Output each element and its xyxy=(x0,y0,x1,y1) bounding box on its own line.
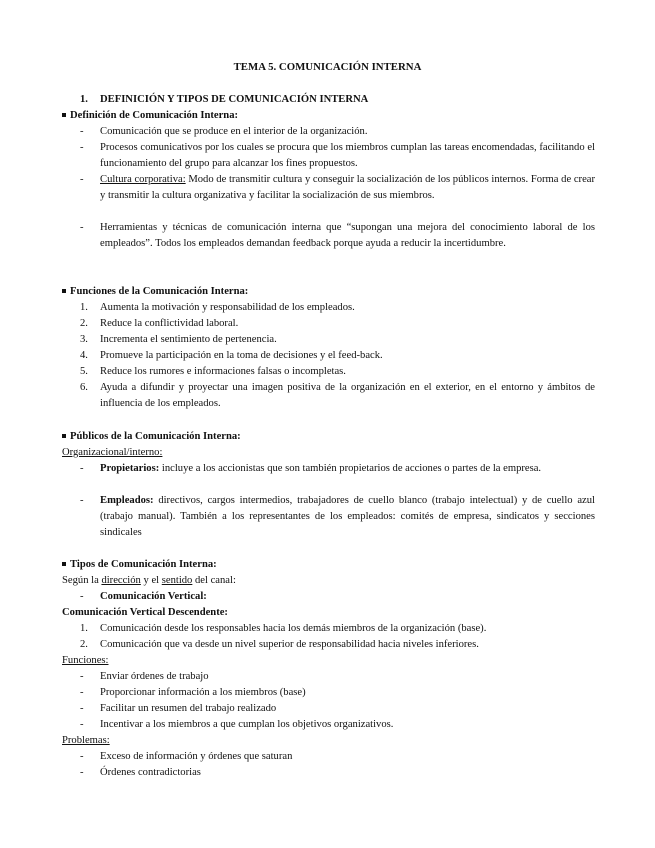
funciones-sub-item: Facilitar un resumen del trabajo realizado xyxy=(100,703,277,714)
list-number: 1. xyxy=(80,623,88,634)
funciones-heading-text: Funciones de la Comunicación Interna: xyxy=(70,286,249,297)
dash-marker: - xyxy=(80,174,84,185)
list-number: 6. xyxy=(80,382,88,393)
empleados-label: Empleados: xyxy=(100,495,154,506)
dash-marker: - xyxy=(80,671,84,682)
canal-sentido: sentido xyxy=(161,575,193,586)
problemas-item: Órdenes contradictorias xyxy=(100,767,201,778)
bullet-icon xyxy=(62,289,66,293)
cultura-label: Cultura corporativa: xyxy=(100,174,186,185)
list-number: 4. xyxy=(80,350,88,361)
funciones-item: Reduce la conflictividad laboral. xyxy=(100,318,239,329)
funciones-item: Ayuda a difundir y proyectar una imagen positiva de la organización en el exterior, en el entorno y ámbitos de influencia de los empleados. xyxy=(100,382,595,409)
descendente-heading: Comunicación Vertical Descendente: xyxy=(62,607,228,618)
list-number: 2. xyxy=(80,639,88,650)
section-heading: DEFINICIÓN Y TIPOS DE COMUNICACIÓN INTERNA xyxy=(100,94,369,105)
publicos-heading-text: Públicos de la Comunicación Interna: xyxy=(70,431,241,442)
funciones-sub-item: Proporcionar información a los miembros (base) xyxy=(100,687,306,698)
funciones-sub-item: Incentivar a los miembros a que cumplan los objetivos organizativos. xyxy=(100,719,394,730)
dash-marker: - xyxy=(80,767,84,778)
dash-marker: - xyxy=(80,463,84,474)
list-number: 1. xyxy=(80,302,88,313)
publicos-subheading: Organizacional/interno: xyxy=(62,447,163,458)
publicos-item-propietarios xyxy=(100,461,595,477)
dash-marker: - xyxy=(80,142,84,153)
dash-marker: - xyxy=(80,222,84,233)
definicion-item-2: Procesos comunicativos por los cuales se procura que los miembros cumplan las tareas encomendadas, facilitando el funcionamiento del grupo para alcanzar los fines propuestos. xyxy=(100,142,595,169)
dash-marker: - xyxy=(80,751,84,762)
list-number: 3. xyxy=(80,334,88,345)
funciones-heading xyxy=(62,284,248,300)
propietarios-label: Propietarios: xyxy=(100,463,160,474)
definicion-item-1: Comunicación que se produce en el interior de la organización. xyxy=(100,126,368,137)
funciones-item: Incrementa el sentimiento de pertenencia. xyxy=(100,334,277,345)
list-number: 2. xyxy=(80,318,88,329)
vertical-heading: Comunicación Vertical: xyxy=(100,591,207,602)
cultura-text: Modo de transmitir cultura y conseguir la socialización de los públicos internos. Forma de crear y transmitir la cultura organizativa y facilitar la socialización de sus miembros. xyxy=(100,174,595,201)
bullet-icon xyxy=(62,562,66,566)
propietarios-text: incluye a los accionistas que son también propietarios de acciones o partes de la empresa. xyxy=(159,463,542,474)
funciones-item: Promueve la participación en la toma de decisiones y el feed-back. xyxy=(100,350,383,361)
bullet-icon xyxy=(62,113,66,117)
section-number: 1. xyxy=(80,94,88,105)
canal-prefix: Según la xyxy=(62,575,102,586)
funciones-item: Reduce los rumores e informaciones falsas o incompletas. xyxy=(100,366,346,377)
canal-direccion: dirección xyxy=(101,575,141,586)
descendente-item: Comunicación que va desde un nivel superior de responsabilidad hacia niveles inferiores. xyxy=(100,639,479,650)
funciones-item: Aumenta la motivación y responsabilidad de los empleados. xyxy=(100,302,355,313)
funciones-sub-item: Enviar órdenes de trabajo xyxy=(100,671,209,682)
canal-suffix: del canal: xyxy=(192,575,236,586)
dash-marker: - xyxy=(80,687,84,698)
publicos-heading xyxy=(62,429,241,445)
empleados-text: directivos, cargos intermedios, trabajadores de cuello blanco (trabajo intelectual) y de cuello azul (trabajo manual). También a los representantes de los empleados: comités de empresa, sindicatos y secciones sindicales xyxy=(100,495,595,538)
tipos-heading xyxy=(62,557,217,573)
funciones-label: Funciones: xyxy=(62,655,109,666)
dash-marker: - xyxy=(80,719,84,730)
definicion-heading xyxy=(62,108,238,124)
canal-mid: y el xyxy=(140,575,162,586)
document-title: TEMA 5. COMUNICACIÓN INTERNA xyxy=(233,61,422,73)
descendente-item: Comunicación desde los responsables hacia los demás miembros de la organización (base). xyxy=(100,623,487,634)
tipos-canal-line xyxy=(62,573,236,589)
definicion-item-4: Herramientas y técnicas de comunicación interna que “supongan una mejora del conocimiento laboral de los empleados”. Todos los empleados demandan feedback porque ayuda a reducir la incertidumbre. xyxy=(100,222,595,249)
dash-marker: - xyxy=(80,495,84,506)
problemas-label: Problemas: xyxy=(62,735,110,746)
definicion-heading-text: Definición de Comunicación Interna: xyxy=(70,110,239,121)
problemas-item: Exceso de información y órdenes que saturan xyxy=(100,751,293,762)
publicos-item-empleados xyxy=(100,493,595,541)
bullet-icon xyxy=(62,434,66,438)
definicion-item-3 xyxy=(100,172,595,204)
list-number: 5. xyxy=(80,366,88,377)
tipos-heading-text: Tipos de Comunicación Interna: xyxy=(70,559,217,570)
dash-marker: - xyxy=(80,126,84,137)
dash-marker: - xyxy=(80,703,84,714)
dash-marker: - xyxy=(80,591,84,602)
